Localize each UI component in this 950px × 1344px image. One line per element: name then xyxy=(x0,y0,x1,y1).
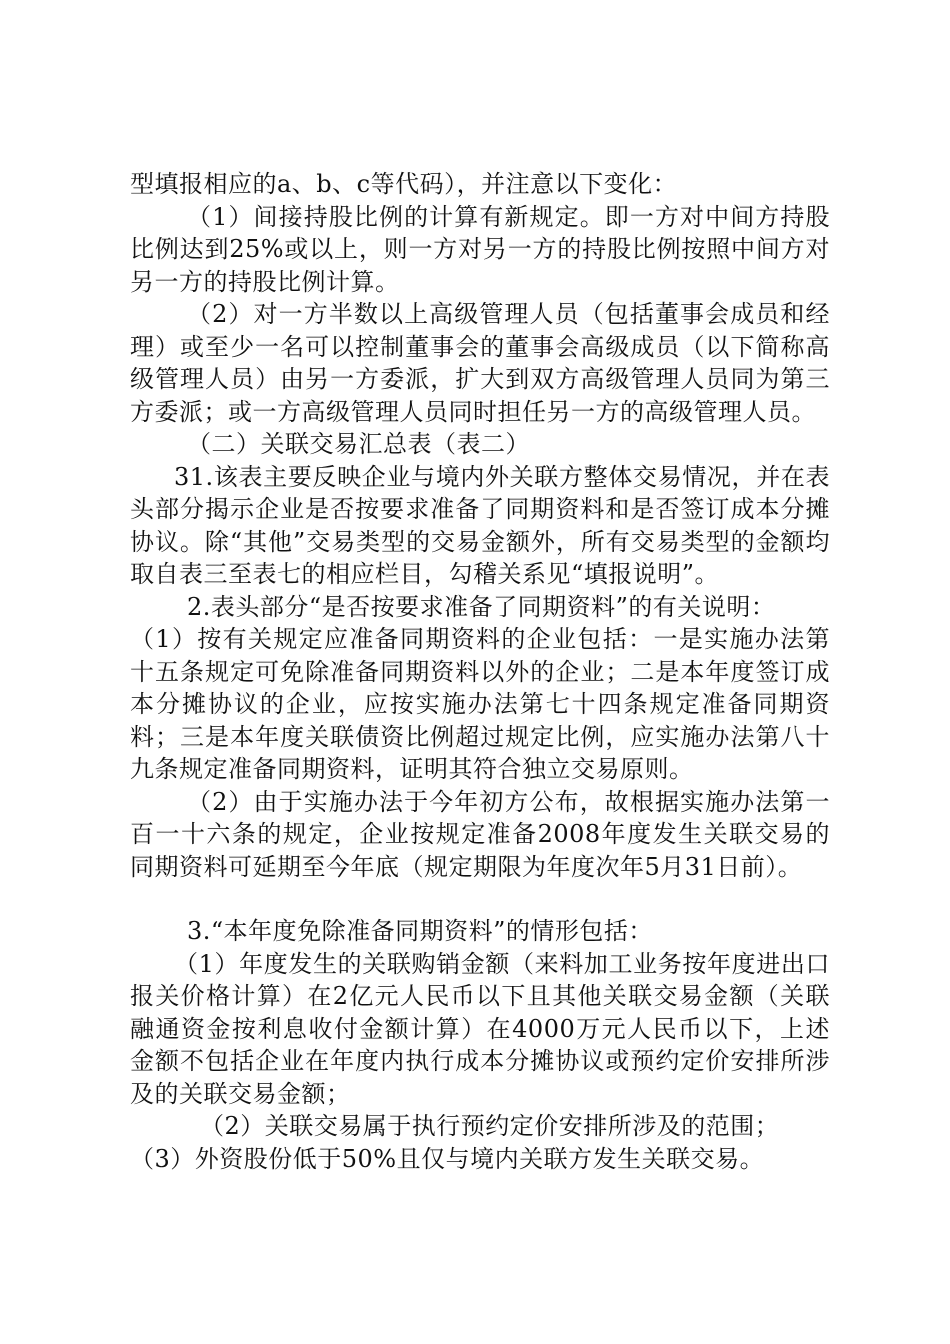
paragraph-2-heading: 2.表头部分“是否按要求准备了同期资料”的有关说明： xyxy=(187,592,776,621)
paragraph-31: 31.该表主要反映企业与境内外关联方整体交易情况，并在表头部分揭示企业是否按要求准备了同期资料和是否签订成本分摊协议。除“其他”交易类型的交易金额外，所有交易类型的金额均取自表三至表七的相应栏目，勾稽关系见“填报说明”。 xyxy=(130,462,830,588)
section-heading: （二）关联交易汇总表（表二） xyxy=(187,430,530,458)
paragraph-item-2: （2）对一方半数以上高级管理人员（包括董事会成员和经理）或至少一名可以控制董事会的董事会高级成员（以下简称高级管理人员）由另一方委派，扩大到双方高级管理人员同为第三方委派；或一方高级管理人员同时担任另一方的高级管理人员。 xyxy=(130,300,830,426)
paragraph-3-item-1: （1）年度发生的关联购销金额（来料加工业务按年度进出口报关价格计算）在2亿元人民币以下且其他关联交易金额（关联融通资金按利息收付金额计算）在4000万元人民币以下，上述金额不包括企业在年度内执行成本分摊协议或预约定价安排所涉及的关联交易金额； xyxy=(130,949,830,1108)
paragraph-3-heading: 3.“本年度免除准备同期资料”的情形包括： xyxy=(187,917,653,945)
paragraph-3-item-3: （3）外资股份低于50%且仅与境内关联方发生关联交易。 xyxy=(130,1144,765,1173)
paragraph-item-1: （1）间接持股比例的计算有新规定。即一方对中间方持股比例达到25%或以上，则一方对另一方的持股比例按照中间方对另一方的持股比例计算。 xyxy=(130,202,830,296)
paragraph-3-item-2: （2）关联交易属于执行预约定价安排所涉及的范围； xyxy=(200,1112,780,1140)
paragraph-2-item-2: （2）由于实施办法于今年初方公布，故根据实施办法第一百一十六条的规定，企业按规定准备2008年度发生关联交易的同期资料可延期至今年底（规定期限为年度次年5月31日前）。 xyxy=(130,787,830,881)
document-body xyxy=(130,168,830,1175)
paragraph-intro: 型填报相应的a、b、c等代码），并注意以下变化： xyxy=(130,170,678,198)
paragraph-2-item-1: （1）按有关规定应准备同期资料的企业包括：一是实施办法第十五条规定可免除准备同期资料以外的企业；二是本年度签订成本分摊协议的企业，应按实施办法第七十四条规定准备同期资料；三是本年度关联债资比例超过规定比例，应实施办法第八十九条规定准备同期资料，证明其符合独立交易原则。 xyxy=(130,625,830,783)
